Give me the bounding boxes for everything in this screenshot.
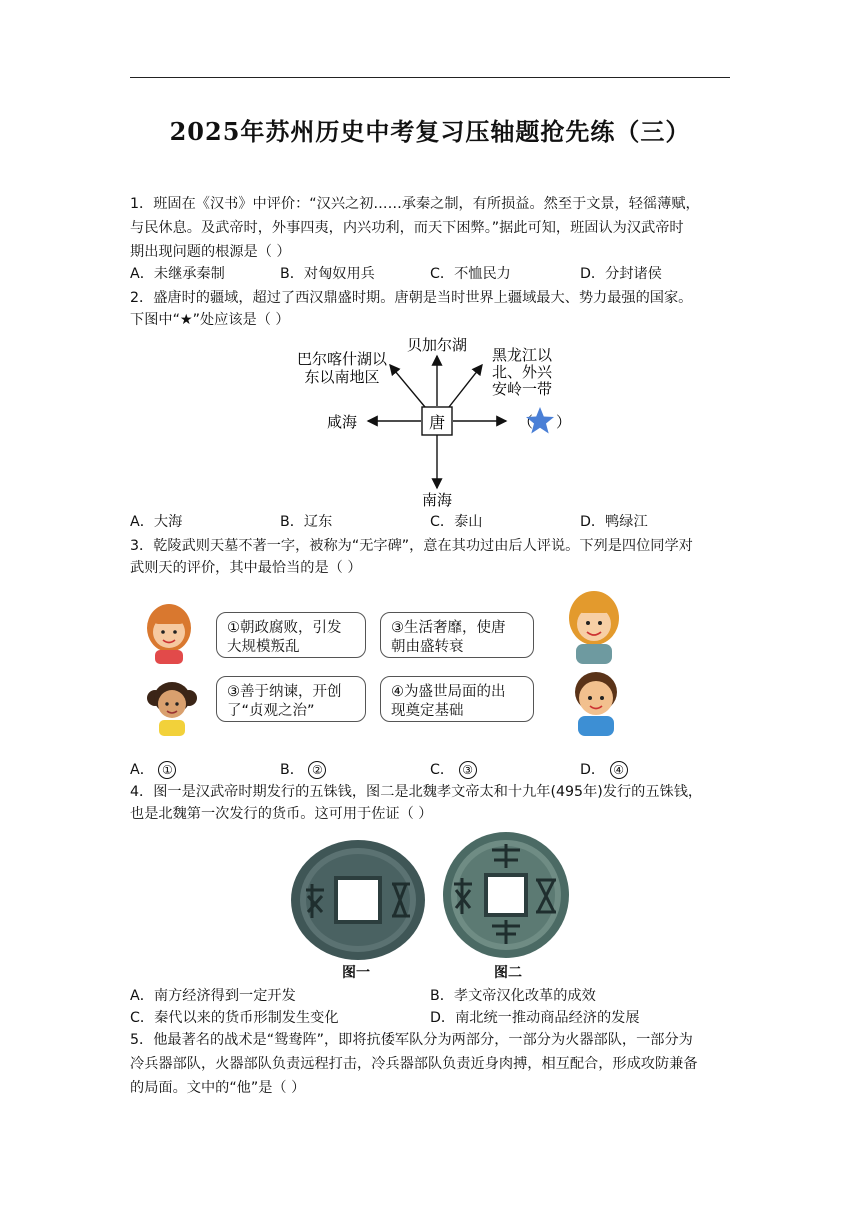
q4-line-2: 也是北魏第一次发行的货币。这可用于佐证（ ） bbox=[130, 806, 433, 822]
q3-option-c-mark: ③ bbox=[459, 761, 477, 779]
q1-option-d[interactable]: D．分封诸侯 bbox=[580, 266, 662, 282]
northeast-label-3: 安岭一带 bbox=[491, 380, 553, 398]
northwest-label-2: 东以南地区 bbox=[304, 368, 380, 386]
student-avatar-2 bbox=[566, 588, 622, 666]
speech-bubble-1 bbox=[216, 612, 366, 658]
bubble-1-line-1: ①朝政腐败，引发 bbox=[227, 620, 342, 636]
north-label: 贝加尔湖 bbox=[406, 336, 468, 354]
speech-bubble-4 bbox=[380, 676, 534, 722]
q4-option-b[interactable]: B．孝文帝汉化改革的成效 bbox=[430, 988, 596, 1004]
coin-figure-1 bbox=[288, 838, 428, 962]
q1-line-3: 期出现问题的根源是（ ） bbox=[130, 244, 291, 260]
q5-line-2: 冷兵器部队，火器部队负责远程打击，冷兵器部队负责近身肉搏，相互配合，形成攻防兼备 bbox=[130, 1056, 698, 1072]
q2-line-1: 2．盛唐时的疆域，超过了西汉鼎盛时期。唐朝是当时世界上疆域最大、势力最强的国家。 bbox=[130, 290, 693, 306]
q3-option-d[interactable] bbox=[580, 760, 628, 780]
q1-line-1: 1．班固在《汉书》中评价：“汉兴之初……承秦之制，有所损益。然至于文景，轻徭薄赋， bbox=[130, 196, 700, 212]
bubble-3-line-2: 了“贞观之治” bbox=[227, 703, 315, 719]
q1-line-2: 与民休息。及武帝时，外事四夷，内兴功利，而天下困弊。”据此可知，班固认为汉武帝时 bbox=[130, 220, 684, 236]
tang-center-label: 唐 bbox=[428, 413, 446, 432]
east-paren-open: （ bbox=[518, 413, 534, 431]
header-rule bbox=[130, 77, 730, 78]
q3-line-1: 3．乾陵武则天墓不著一字，被称为“无字碑”，意在其功过由后人评说。下列是四位同学对 bbox=[130, 538, 693, 554]
bubble-1-line-2: 大规模叛乱 bbox=[227, 639, 300, 655]
q1-option-c[interactable]: C．不恤民力 bbox=[430, 266, 511, 282]
q3-option-a-letter: A． bbox=[130, 762, 154, 778]
northeast-label-1: 黑龙江以 bbox=[491, 346, 553, 364]
bubble-3-line-1: ③善于纳谏，开创 bbox=[227, 684, 342, 700]
q4-option-d[interactable]: D．南北统一推动商品经济的发展 bbox=[430, 1010, 640, 1026]
bubble-2-line-2: 朝由盛转衰 bbox=[391, 639, 464, 655]
q3-option-a[interactable] bbox=[130, 760, 176, 780]
q4-option-c[interactable]: C．秦代以来的货币形制发生变化 bbox=[130, 1010, 339, 1026]
q3-option-d-mark: ④ bbox=[610, 761, 628, 779]
q2-option-c[interactable]: C．泰山 bbox=[430, 514, 483, 530]
west-label: 咸海 bbox=[326, 413, 358, 431]
south-label: 南海 bbox=[421, 491, 453, 509]
bubble-4-line-1: ④为盛世局面的出 bbox=[391, 684, 506, 700]
q3-line-2: 武则天的评价，其中最恰当的是（ ） bbox=[130, 560, 362, 576]
bubble-2-line-1: ③生活奢靡，使唐 bbox=[391, 620, 506, 636]
bubble-4-line-2: 现奠定基础 bbox=[391, 703, 464, 719]
q1-option-a[interactable]: A．未继承秦制 bbox=[130, 266, 225, 282]
east-paren-close: ） bbox=[556, 413, 572, 431]
q3-option-c[interactable] bbox=[430, 760, 477, 780]
q2-line-2: 下图中“★”处应该是（ ） bbox=[130, 312, 290, 328]
q3-option-b[interactable] bbox=[280, 760, 326, 780]
q5-line-3: 的局面。文中的“他”是（ ） bbox=[130, 1080, 306, 1096]
q4-option-a[interactable]: A．南方经济得到一定开发 bbox=[130, 988, 296, 1004]
page-title: 2025年苏州历史中考复习压轴题抢先练（三） bbox=[169, 117, 691, 146]
coin-figure-2 bbox=[440, 830, 572, 960]
q3-option-b-mark: ② bbox=[308, 761, 326, 779]
q1-option-b[interactable]: B．对匈奴用兵 bbox=[280, 266, 375, 282]
q2-option-d[interactable]: D．鸭绿江 bbox=[580, 514, 648, 530]
speech-bubble-2 bbox=[380, 612, 534, 658]
q3-option-b-letter: B． bbox=[280, 762, 304, 778]
figure-2-caption: 图二 bbox=[494, 965, 522, 981]
student-avatar-4 bbox=[568, 666, 624, 736]
q5-line-1: 5．他最著名的战术是“鸳鸯阵”，即将抗倭军队分为两部分，一部分为火器部队，一部分为 bbox=[130, 1032, 693, 1048]
q3-option-d-letter: D． bbox=[580, 762, 606, 778]
northeast-label-2: 北、外兴 bbox=[491, 363, 553, 381]
speech-bubble-3 bbox=[216, 676, 366, 722]
q4-line-1: 4．图一是汉武帝时期发行的五铢钱，图二是北魏孝文帝太和十九年(495年)发行的五铢钱， bbox=[130, 784, 703, 800]
figure-1-caption: 图一 bbox=[342, 965, 370, 981]
northwest-label-1: 巴尔喀什湖以 bbox=[296, 350, 388, 368]
q2-option-b[interactable]: B．辽东 bbox=[280, 514, 333, 530]
student-avatar-3 bbox=[145, 676, 199, 738]
q3-option-c-letter: C． bbox=[430, 762, 455, 778]
q2-option-a[interactable]: A．大海 bbox=[130, 514, 183, 530]
q3-option-a-mark: ① bbox=[158, 761, 176, 779]
student-avatar-1 bbox=[143, 600, 195, 664]
tang-territory-diagram bbox=[280, 328, 590, 512]
